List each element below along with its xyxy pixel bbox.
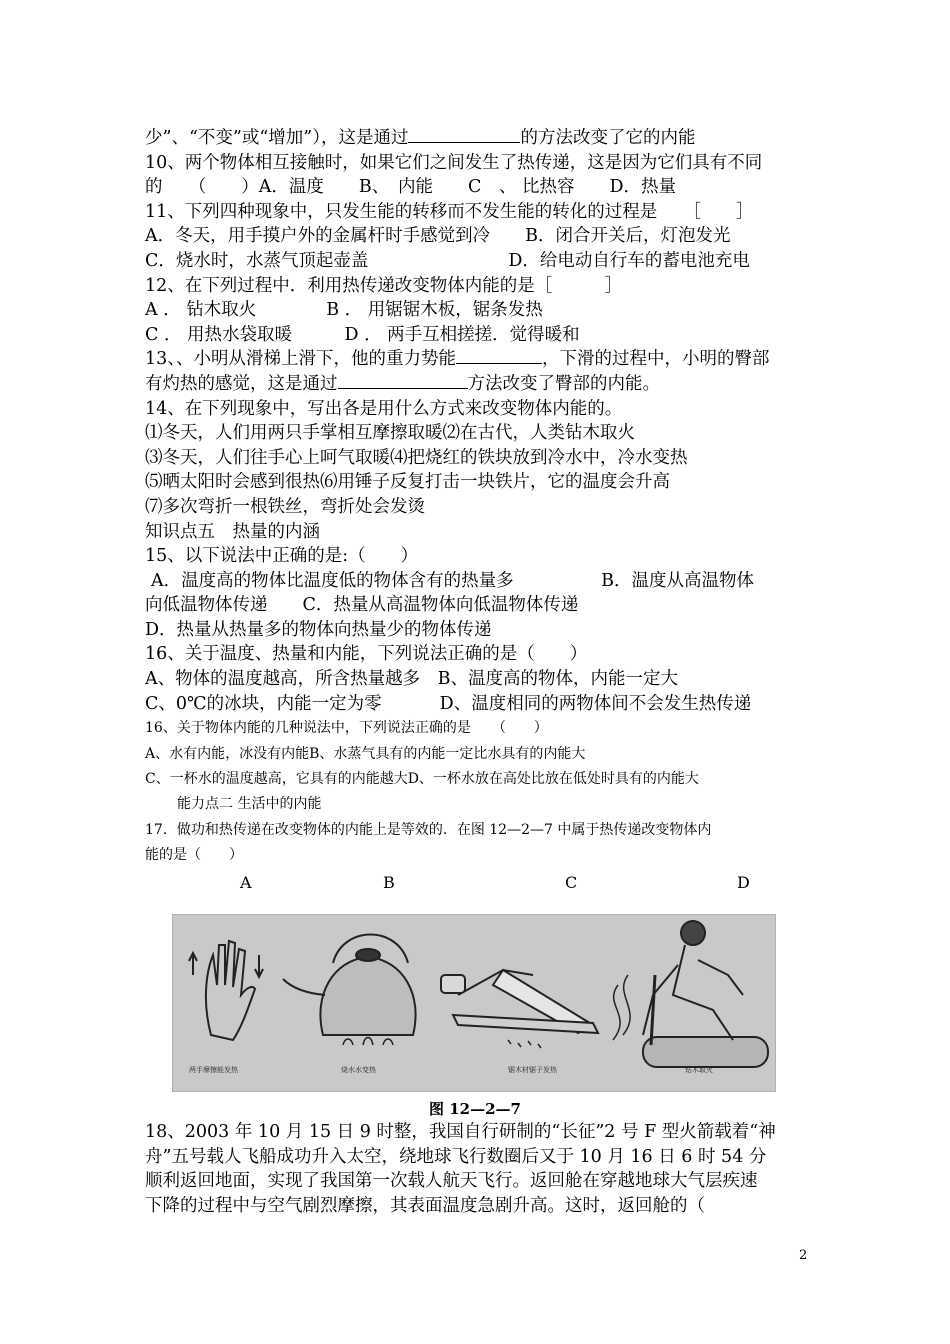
text-line: 10、两个物体相互接触时，如果它们之间发生了热传递，这是因为它们具有不同 xyxy=(145,152,763,173)
figure-caption-c: 锯木材锯子发热 xyxy=(508,1066,557,1074)
text-line: 下降的过程中与空气剧烈摩擦，其表面温度急剧升高。这时，返回舱的（ xyxy=(145,1195,705,1216)
text-line: 舟”五号载人飞船成功升入太空，绕地球飞行数圈后又于 10 月 16 日 6 时 54 分 xyxy=(145,1146,767,1167)
saw-icon xyxy=(441,970,598,1048)
fire-drill-icon xyxy=(613,921,768,1067)
section-heading: 知识点五 热量的内涵 xyxy=(145,521,320,542)
figure-12-2-7 xyxy=(172,914,776,1092)
text-line: C、一杯水的温度越高，它具有的内能越大D、一杯水放在高处比放在低处时具有的内能大 xyxy=(145,771,699,788)
text-line: 的 （ ）A．温度 B、 内能 C 、 比热容 D．热量 xyxy=(145,177,676,198)
text-line: C ． 用热水袋取暖 D ． 两手互相搓搓．觉得暖和 xyxy=(145,324,580,345)
text-line: D．热量从热量多的物体向热量少的物体传递 xyxy=(145,619,492,640)
question-18 xyxy=(145,1120,810,1218)
answer-blank[interactable] xyxy=(456,348,542,364)
text-line: 向低温物体传递 C．热量从高温物体向低温物体传递 xyxy=(145,595,579,616)
option-letter-b: B xyxy=(383,872,395,892)
text-line xyxy=(145,126,810,151)
figure-caption-b: 烧水水变热 xyxy=(341,1066,376,1074)
text-span: 方法改变了臀部的内能。 xyxy=(467,373,660,394)
text-line: C、0℃的冰块，内能一定为零 D、温度相同的两物体间不会发生热传递 xyxy=(145,693,752,714)
text-line: A．温度高的物体比温度低的物体含有的热量多 B．温度从高温物体 xyxy=(151,570,754,591)
text-line: 11、下列四种现象中，只发生能的转移而不发生能的转化的过程是 ［ ］ xyxy=(145,201,754,222)
answer-blank[interactable] xyxy=(338,373,468,389)
text-span: 13、、小明从滑梯上滑下，他的重力势能 xyxy=(145,349,457,370)
option-letter-c: C xyxy=(565,872,578,892)
text-span: 少”、“不变”或“增加”），这是通过 xyxy=(145,128,409,148)
text-line: 16、关于温度、热量和内能，下列说法正确的是（ ） xyxy=(145,644,588,665)
text-line xyxy=(145,347,810,372)
text-span: 的方法改变了它的内能 xyxy=(520,128,696,148)
text-line: ⑴冬天，人们用两只手掌相互摩擦取暖⑵在古代，人类钻木取火 xyxy=(145,423,635,444)
page-number: 2 xyxy=(799,1248,808,1263)
figure-title: 图 12—2—7 xyxy=(429,1100,521,1118)
text-line: A、水有内能，冰没有内能B、水蒸气具有的内能一定比水具有的内能大 xyxy=(145,745,586,762)
text-span: 有灼热的感觉，这是通过 xyxy=(145,373,338,394)
text-line: 17．做功和热传递在改变物体的内能上是等效的．在图 12—2—7 中属于热传递改变物体内 xyxy=(145,821,712,838)
text-line: 顺利返回地面，实现了我国第一次载人航天飞行。返回舱在穿越地球大气层疾速 xyxy=(145,1171,758,1192)
option-letter-a: A xyxy=(240,872,252,892)
hand-icon xyxy=(189,941,263,1040)
text-span: ，下滑的过程中，小明的臀部 xyxy=(542,349,770,370)
text-line: A．冬天，用手摸户外的金属杆时手感觉到冷 B．闭合开关后，灯泡发光 xyxy=(145,226,731,247)
text-line: C．烧水时，水蒸气顶起壶盖 D．给电动自行车的蓄电池充电 xyxy=(145,250,750,271)
text-line: 16、关于物体内能的几种说法中，下列说法正确的是 （ ） xyxy=(145,720,548,737)
text-line: 15、以下说法中正确的是:（ ） xyxy=(145,546,419,567)
answer-blank[interactable] xyxy=(408,127,520,143)
text-line: A ． 钻木取火 B ． 用锯锯木板，锯条发热 xyxy=(145,300,543,321)
text-line: 能的是（ ） xyxy=(145,847,243,864)
figure-caption-a: 两手摩擦能发热 xyxy=(189,1066,238,1074)
text-line: 18、2003 年 10 月 15 日 9 时整，我国自行研制的“长征”2 号 F 型火箭载着“神 xyxy=(145,1122,776,1142)
kettle-icon xyxy=(283,935,416,1046)
text-line xyxy=(145,372,810,397)
text-line: ⑶冬天，人们往手心上呵气取暖⑷把烧红的铁块放到冷水中，冷水变热 xyxy=(145,447,688,468)
option-letters xyxy=(145,869,810,899)
figure-caption-d: 钻木取火 xyxy=(685,1066,713,1074)
text-line: A、物体的温度越高，所含热量越多 B、温度高的物体，内能一定大 xyxy=(145,669,678,690)
text-line: ⑺多次弯折一根铁丝，弯折处会发烫 xyxy=(145,496,425,517)
option-letter-d: D xyxy=(737,872,750,892)
section-heading: 能力点二 生活中的内能 xyxy=(177,796,322,813)
text-line: 14、在下列现象中，写出各是用什么方式来改变物体内能的。 xyxy=(145,398,623,419)
text-line: 12、在下列过程中．利用热传递改变物体内能的是［ ］ xyxy=(145,275,623,296)
text-line: ⑸晒太阳时会感到很热⑹用锤子反复打击一块铁片，它的温度会升高 xyxy=(145,472,670,493)
page-body xyxy=(145,126,810,899)
